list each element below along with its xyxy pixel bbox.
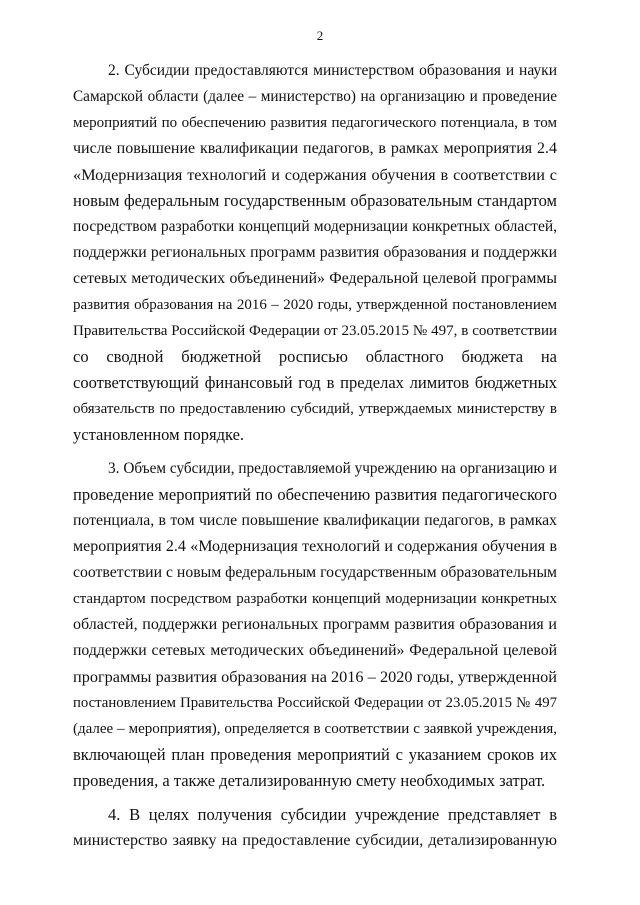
paragraph-3-line: соответствии с новым федеральным государственным образовательным — [73, 564, 557, 581]
paragraph-2-line: развития образования на 2016 – 2020 годы, утвержденной постановлением — [73, 297, 557, 313]
page-number: 2 — [316, 28, 324, 43]
paragraph-2-line: числе повышение квалификации педагогов, в рамках мероприятия 2.4 — [73, 140, 557, 157]
paragraph-3-line: проведения, а также детализированную смету необходимых затрат. — [73, 771, 546, 790]
paragraph-2-line: со сводной бюджетной росписью областного бюджета на — [73, 347, 557, 366]
paragraph-3-line: 3. Объем субсидии, предоставляемой учреждению на организацию и — [108, 460, 557, 477]
paragraph-2-line: соответствующий финансовый год в пределах лимитов бюджетных — [73, 373, 557, 392]
paragraph-3-line: областей, поддержки региональных программ развития образования и — [73, 616, 557, 633]
paragraph-2-line: установленном порядке. — [73, 425, 245, 444]
paragraph-2-line: обязательств по предоставлению субсидий, утверждаемых министерству в — [73, 401, 557, 417]
paragraph-3-line: постановлением Правительства Российской Федерации от 23.05.2015 № 497 — [73, 695, 557, 711]
paragraph-3-line: мероприятия 2.4 «Модернизация технологий и содержания обучения в — [73, 538, 557, 555]
paragraph-2-line: поддержки региональных программ развития образования и поддержки — [73, 244, 557, 261]
paragraph-4-line: 4. В целях получения субсидии учреждение представляет в — [108, 805, 557, 824]
paragraph-2-line: Самарской области (далее – министерство) на организацию и проведение — [73, 88, 557, 105]
paragraph-2-line: 2. Субсидии предоставляются министерством образования и науки — [108, 62, 557, 79]
paragraph-2-line: новым федеральным государственным образовательным стандартом — [73, 191, 557, 210]
paragraph-4-line: министерство заявку на предоставление субсидии, детализированную — [73, 832, 557, 849]
paragraph-2-line: посредством разработки концепций модернизации конкретных областей, — [73, 218, 557, 235]
paragraph-3-line: (далее – мероприятия), определяется в соответствии с заявкой учреждения, — [73, 721, 557, 737]
paragraph-2-line: Правительства Российской Федерации от 23.05.2015 № 497, в соответствии — [73, 323, 557, 339]
paragraph-3-line: проведение мероприятий по обеспечению развития педагогического — [73, 485, 557, 504]
paragraph-3-line: стандартом посредством разработки концепций модернизации конкретных — [73, 591, 557, 607]
paragraph-3-line: программы развития образования на 2016 – 2020 годы, утвержденной — [73, 668, 557, 686]
paragraph-3-line: поддержки сетевых методических объединений» Федеральной целевой — [73, 642, 557, 659]
paragraph-2-line: сетевых методических объединений» Федеральной целевой программы — [73, 270, 557, 287]
paragraph-3-line: потенциала, в том числе повышение квалификации педагогов, в рамках — [73, 512, 557, 529]
paragraph-2-line: мероприятий по обеспечению развития педагогического потенциала, в том — [73, 115, 557, 131]
paragraph-3-line: включающей план проведения мероприятий с указанием сроков их — [73, 745, 557, 764]
paragraph-2-line: «Модернизация технологий и содержания обучения в соответствии с — [73, 166, 557, 184]
